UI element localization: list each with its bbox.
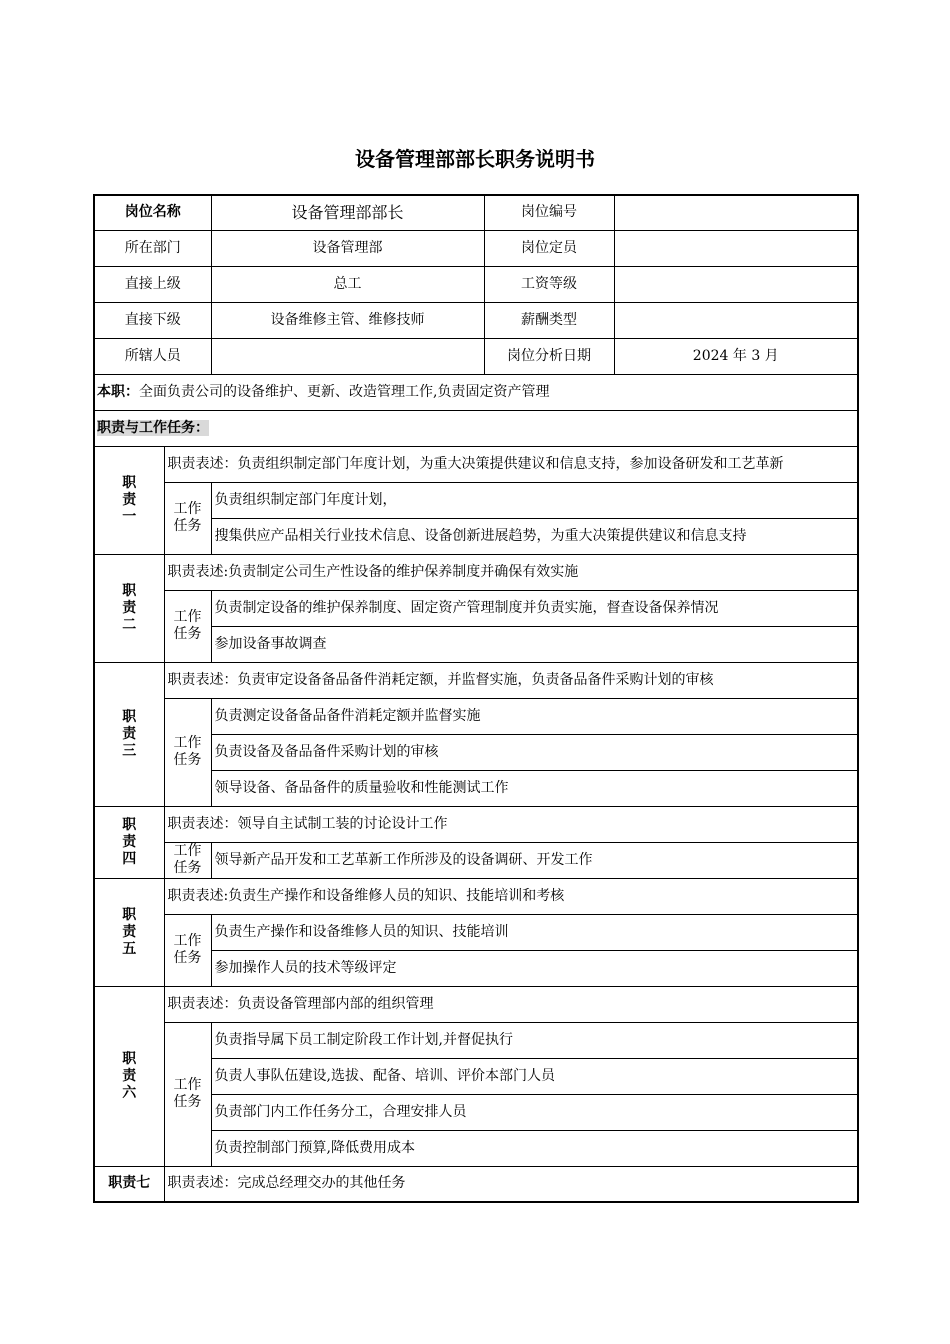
duty-7-statement-row [94, 1166, 858, 1202]
duty-6-label: 职责六 [94, 986, 164, 1166]
salary-grade-value [614, 266, 858, 302]
duty-6-statement: 职责表述：负责设备管理部内部的组织管理 [164, 986, 858, 1022]
duty-2-statement: 职责表述:负责制定公司生产性设备的维护保养制度并确保有效实施 [164, 554, 858, 590]
duty-2-work-label: 工作任务 [164, 590, 211, 662]
duty-6-task-1: 负责指导属下员工制定阶段工作计划,并督促执行 [211, 1022, 858, 1058]
analysis-date-label: 岗位分析日期 [484, 338, 614, 374]
duty-1-statement: 职责表述：负责组织制定部门年度计划，为重大决策提供建议和信息支持，参加设备研发和工艺革新 [164, 446, 858, 482]
headcount-label: 岗位定员 [484, 230, 614, 266]
main-duty-text: 全面负责公司的设备维护、更新、改造管理工作,负责固定资产管理 [139, 383, 550, 400]
duty-4-task-1: 领导新产品开发和工艺革新工作所涉及的设备调研、开发工作 [211, 842, 858, 878]
duty-2-label: 职责二 [94, 554, 164, 662]
headcount-value [614, 230, 858, 266]
info-row-subordinate [94, 302, 858, 338]
main-duty-row [94, 374, 858, 410]
duty-7-label: 职责七 [94, 1166, 164, 1202]
duty-4-statement: 职责表述：领导自主试制工装的讨论设计工作 [164, 806, 858, 842]
duties-header: 职责与工作任务： [97, 419, 209, 436]
duty-6-statement-row [94, 986, 858, 1022]
duty-1-task-2: 搜集供应产品相关行业技术信息、设备创新进展趋势，为重大决策提供建议和信息支持 [211, 518, 858, 554]
department-value: 设备管理部 [211, 230, 484, 266]
duties-header-row [94, 410, 858, 446]
main-duty-label: 本职： [97, 383, 139, 400]
duty-3-statement-row [94, 662, 858, 698]
duty-5-task-1: 负责生产操作和设备维修人员的知识、技能培训 [211, 914, 858, 950]
duty-2-task-1: 负责制定设备的维护保养制度、固定资产管理制度并负责实施，督查设备保养情况 [211, 590, 858, 626]
position-name-label: 岗位名称 [94, 195, 211, 230]
duty-3-task-2: 负责设备及备品备件采购计划的审核 [211, 734, 858, 770]
duty-5-work-label: 工作任务 [164, 914, 211, 986]
salary-grade-label: 工资等级 [484, 266, 614, 302]
duty-3-work-label: 工作任务 [164, 698, 211, 806]
info-row-department [94, 230, 858, 266]
duty-3-task-1: 负责测定设备备品备件消耗定额并监督实施 [211, 698, 858, 734]
department-label: 所在部门 [94, 230, 211, 266]
duty-4-task-1-row [94, 842, 858, 878]
duty-5-task-2: 参加操作人员的技术等级评定 [211, 950, 858, 986]
position-code-label: 岗位编号 [484, 195, 614, 230]
duty-6-task-1-row [94, 1022, 858, 1058]
subordinate-label: 直接下级 [94, 302, 211, 338]
pay-type-label: 薪酬类型 [484, 302, 614, 338]
position-code-value [614, 195, 858, 230]
duty-4-statement-row [94, 806, 858, 842]
duty-6-work-label: 工作任务 [164, 1022, 211, 1166]
duty-5-statement: 职责表述:负责生产操作和设备维修人员的知识、技能培训和考核 [164, 878, 858, 914]
duty-1-task-1-row [94, 482, 858, 518]
duty-3-statement: 职责表述：负责审定设备备品备件消耗定额，并监督实施，负责备品备件采购计划的审核 [164, 662, 858, 698]
info-row-staff [94, 338, 858, 374]
duty-6-task-4: 负责控制部门预算,降低费用成本 [211, 1130, 858, 1166]
duty-1-work-label: 工作任务 [164, 482, 211, 554]
duty-5-task-1-row [94, 914, 858, 950]
document-title: 设备管理部部长职务说明书 [355, 147, 595, 171]
duty-4-label: 职责四 [94, 806, 164, 878]
duty-3-label: 职责三 [94, 662, 164, 806]
job-description-table [93, 194, 859, 1203]
duty-4-work-label: 工作任务 [164, 842, 211, 878]
staff-value [211, 338, 484, 374]
duty-1-task-1: 负责组织制定部门年度计划， [211, 482, 858, 518]
duty-3-task-1-row [94, 698, 858, 734]
superior-label: 直接上级 [94, 266, 211, 302]
info-row-position [94, 195, 858, 230]
subordinate-value: 设备维修主管、维修技师 [211, 302, 484, 338]
staff-label: 所辖人员 [94, 338, 211, 374]
analysis-date-value: 2024 年 3 月 [614, 338, 858, 374]
duty-2-task-2: 参加设备事故调查 [211, 626, 858, 662]
superior-value: 总工 [211, 266, 484, 302]
duty-2-statement-row [94, 554, 858, 590]
duty-6-task-2: 负责人事队伍建设,选拔、配备、培训、评价本部门人员 [211, 1058, 858, 1094]
duty-2-task-1-row [94, 590, 858, 626]
duty-1-label: 职责一 [94, 446, 164, 554]
duty-5-statement-row [94, 878, 858, 914]
duty-5-label: 职责五 [94, 878, 164, 986]
duty-6-task-3: 负责部门内工作任务分工，合理安排人员 [211, 1094, 858, 1130]
duty-1-statement-row [94, 446, 858, 482]
position-name-value: 设备管理部部长 [211, 195, 484, 230]
pay-type-value [614, 302, 858, 338]
duty-7-statement: 职责表述：完成总经理交办的其他任务 [164, 1166, 858, 1202]
info-row-superior [94, 266, 858, 302]
duty-3-task-3: 领导设备、备品备件的质量验收和性能测试工作 [211, 770, 858, 806]
